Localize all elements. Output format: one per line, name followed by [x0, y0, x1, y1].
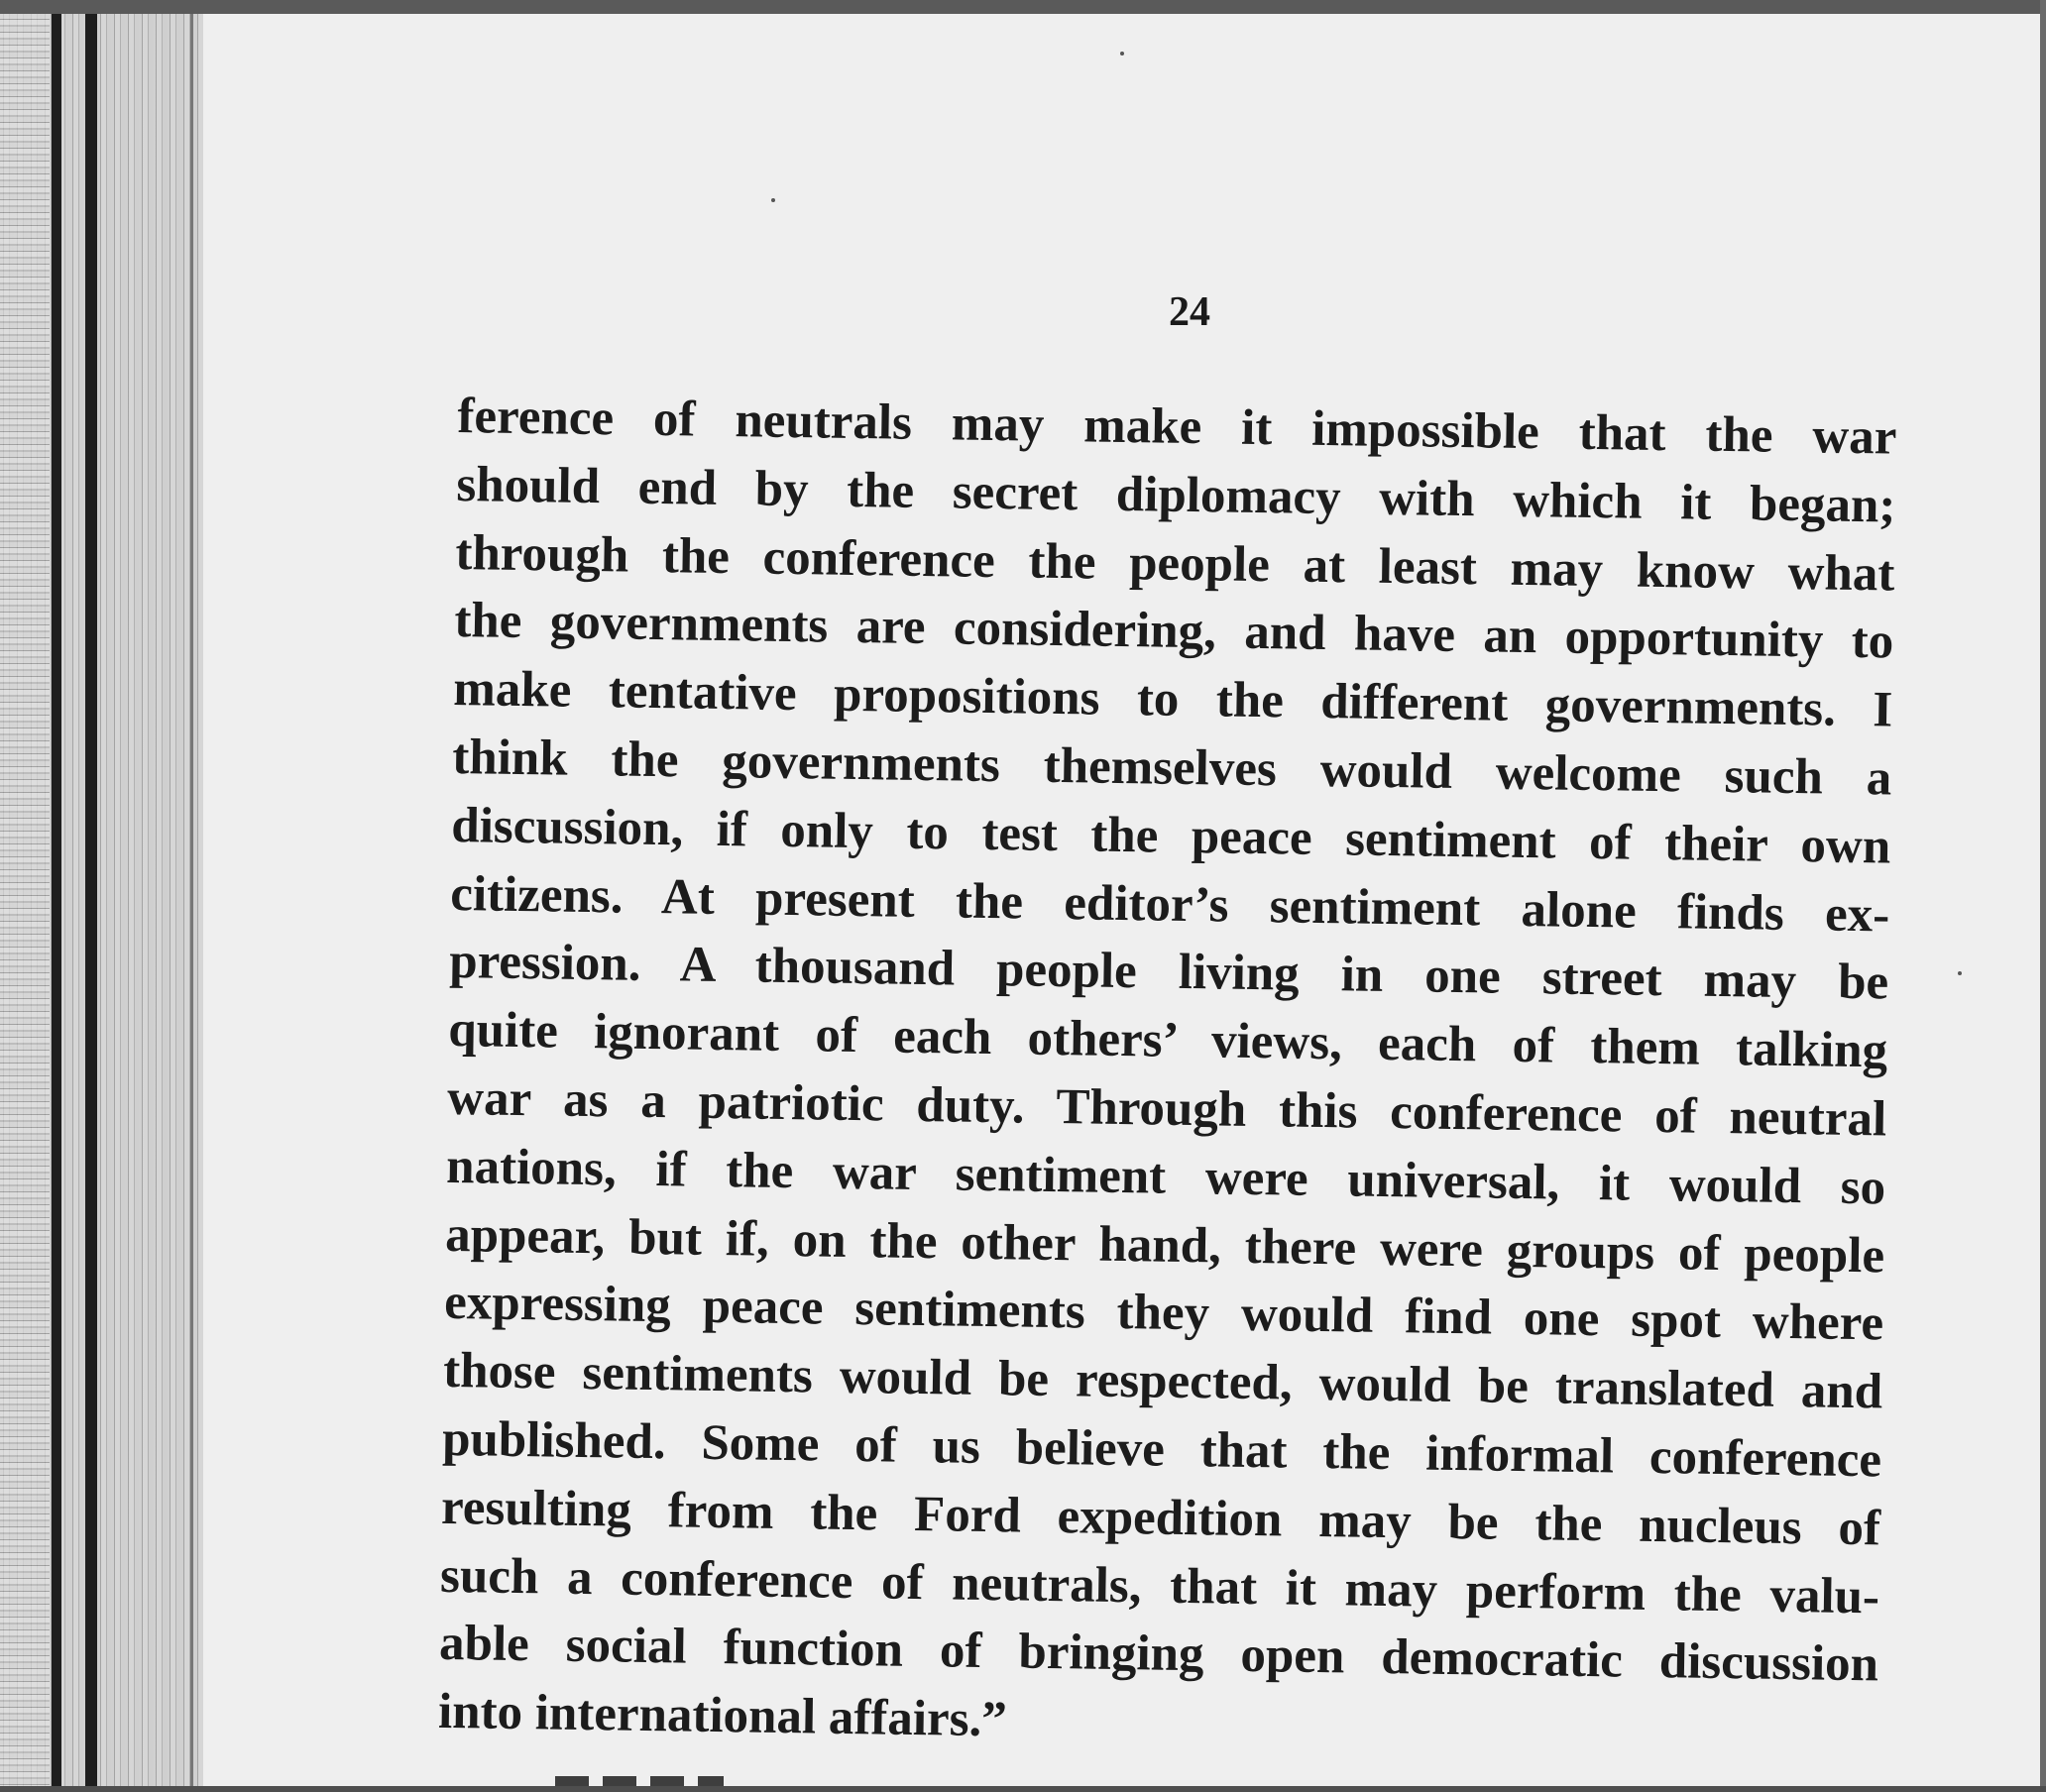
text-line: such a conference of neutrals, that it may perform the valu- — [439, 1547, 1880, 1624]
text-line: able social function of bringing open democratic discussion — [438, 1616, 1879, 1693]
text-line: published. Some of us believe that the informal conference — [441, 1410, 1882, 1489]
text-line: into international affairs.” — [437, 1683, 1008, 1748]
dust-speck — [771, 198, 775, 202]
dust-speck — [1958, 971, 1962, 975]
text-line: through the conference the people at least may know what — [455, 524, 1895, 603]
scan-top-edge — [0, 0, 2046, 14]
text-line: resulting from the Ford expedition may be the nucleus of — [440, 1479, 1881, 1557]
binding-rule-left — [52, 14, 61, 1792]
page-number: 24 — [1169, 289, 1210, 335]
gutter-noise — [0, 14, 50, 1792]
text-line: should end by the secret diplomacy with which it began; — [456, 456, 1896, 534]
text-line: make tentative propositions to the different governments. I — [452, 661, 1893, 738]
dust-speck — [1120, 52, 1124, 56]
scan-bottom-edge — [0, 1786, 2046, 1792]
binding-rule-right — [85, 14, 97, 1792]
text-line: think the governments themselves would welcome such a — [451, 728, 1892, 807]
text-line: nations, if the war sentiment were universal, it would so — [445, 1138, 1886, 1216]
text-line: those sentiments would be respected, would be translated and — [442, 1343, 1883, 1420]
text-line: pression. A thousand people living in one street may be — [448, 934, 1889, 1011]
text-line: war as a patriotic duty. Through this conference of neutral — [446, 1069, 1887, 1148]
cropped-next-line-fragment — [555, 1776, 724, 1786]
body-paragraph — [438, 383, 1897, 1767]
text-line: expressing peace sentiments they would find one spot where — [443, 1275, 1884, 1352]
text-line: citizens. At present the editor’s sentiment alone finds ex- — [449, 865, 1890, 944]
text-line: discussion, if only to test the peace sentiment of their own — [450, 797, 1891, 875]
text-line: the governments are considering, and have an opportunity to — [454, 593, 1894, 670]
text-line: quite ignorant of each others’ views, each of them talking — [447, 1002, 1888, 1079]
gutter-edge-line — [190, 14, 193, 1792]
text-line: appear, but if, on the other hand, there were groups of people — [444, 1206, 1885, 1285]
text-line: ference of neutrals may make it impossible that the war — [457, 388, 1897, 466]
scan-right-edge — [2040, 0, 2046, 1792]
